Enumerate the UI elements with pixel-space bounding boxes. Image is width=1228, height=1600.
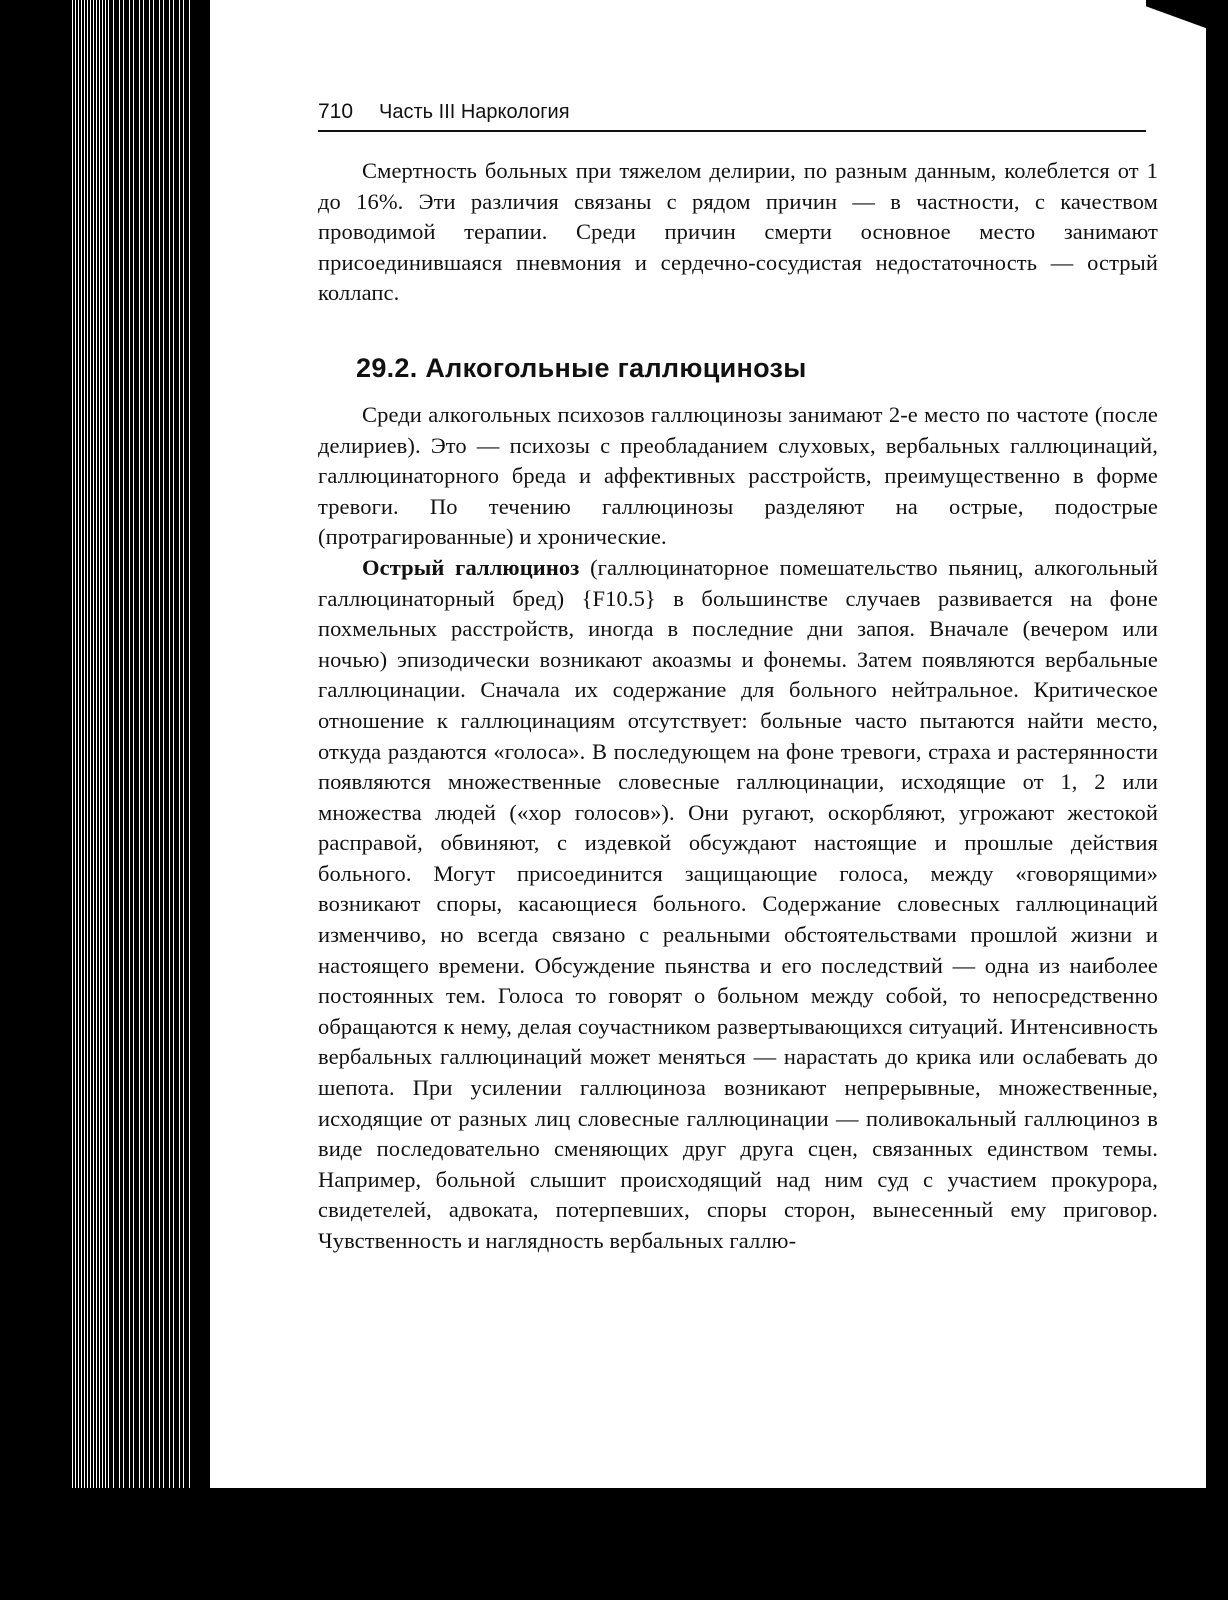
running-header xyxy=(318,100,1146,132)
intro-paragraph: Смертность больных при тяжелом делирии, по разным данным, колеблется от 1 до 16%. Эти различия связаны с рядом причин — в частности, с качеством проводимой терапии. Среди причин смерти основное место занимают присоединившаяся пневмония и сердечно-сосудистая недостаточность — острый коллапс. xyxy=(318,158,1158,306)
spine-shadow xyxy=(0,0,70,1600)
paragraph-hallucinoses: Среди алкогольных психозов галлюцинозы занимают 2-е место по частоте (после делириев). Это — психозы с преобладанием слуховых, вербальных галлюцинаций, галлюцинаторного бреда и аффективных расстройств, преимущественно в форме тревоги. По течению галлюцинозы разделяют на острые, подострые (протрагированные) и хронические. xyxy=(318,401,1158,550)
page-stack-lines xyxy=(70,0,110,1600)
paragraph-acute-hallucinosis xyxy=(318,553,1158,1257)
page-content xyxy=(318,100,1158,1257)
section-heading: 29.2. Алкогольные галлюцинозы xyxy=(356,352,807,383)
paragraph-body: (галлюцинаторное помешательство пьяниц, алкогольный галлюцинаторный бред) {F10.5} в большинстве случаев развивается на фоне похмельных расстройств, иногда в последние дни запоя. Вначале (вечером или ночью) эпизодически возникают акоазмы и фонемы. Затем появляются вербальные галлюцинации. Сначала их содержание для больного нейтральное. Критическое отношение к галлюцинациям отсутствует: больные часто пытаются найти место, откуда раздаются «голоса». В последующем на фоне тревоги, страха и растерянности появляются множественные словесные галлюцинации, исходящие от 1, 2 или множества людей («хор голосов»). Они ругают, оскорбляют, угрожают жестокой расправой, обвиняют, с издевкой обсуждают настоящие и прошлые действия больного. Могут присоединится защищающие голоса, между «говорящими» возникают споры, касающиеся больного. Содержание словесных галлюцинаций изменчиво, но всегда связано с реальными обстоятельствами прошлой жизни и настоящего времени. Обсуждение пьянства и его последствий — одна из наиболее постоянных тем. Голоса то говорят о больном между собой, то непосредственно обращаются к нему, делая соучастником развертывающихся ситуаций. Интенсивность вербальных галлюцинаций может меняться — нарастать до крика или ослабевать до шепота. При усилении галлюциноза возникают непрерывные, множественные, исходящие от разных лиц словесные галлюцинации — поливокальный галлюциноз в виде последовательно сменяющих друг друга сцен, связанных единством темы. Например, больной слышит происходящий над ним суд с участием прокурора, свидетелей, адвоката, потерпевших, споры сторон, вынесенный ему приговор. Чувственность и наглядность вербальных галлю- xyxy=(318,554,1158,1253)
book-spine-edge xyxy=(0,0,210,1600)
page-number: 710 xyxy=(318,100,354,123)
running-title: Часть III Наркология xyxy=(379,101,570,123)
bottom-page-edge xyxy=(0,1488,1228,1600)
page-gutter-shadow xyxy=(190,0,210,1600)
right-page-edge xyxy=(1206,0,1228,1600)
bold-term: Острый галлюциноз xyxy=(362,554,580,580)
corner-curl xyxy=(1146,0,1206,40)
